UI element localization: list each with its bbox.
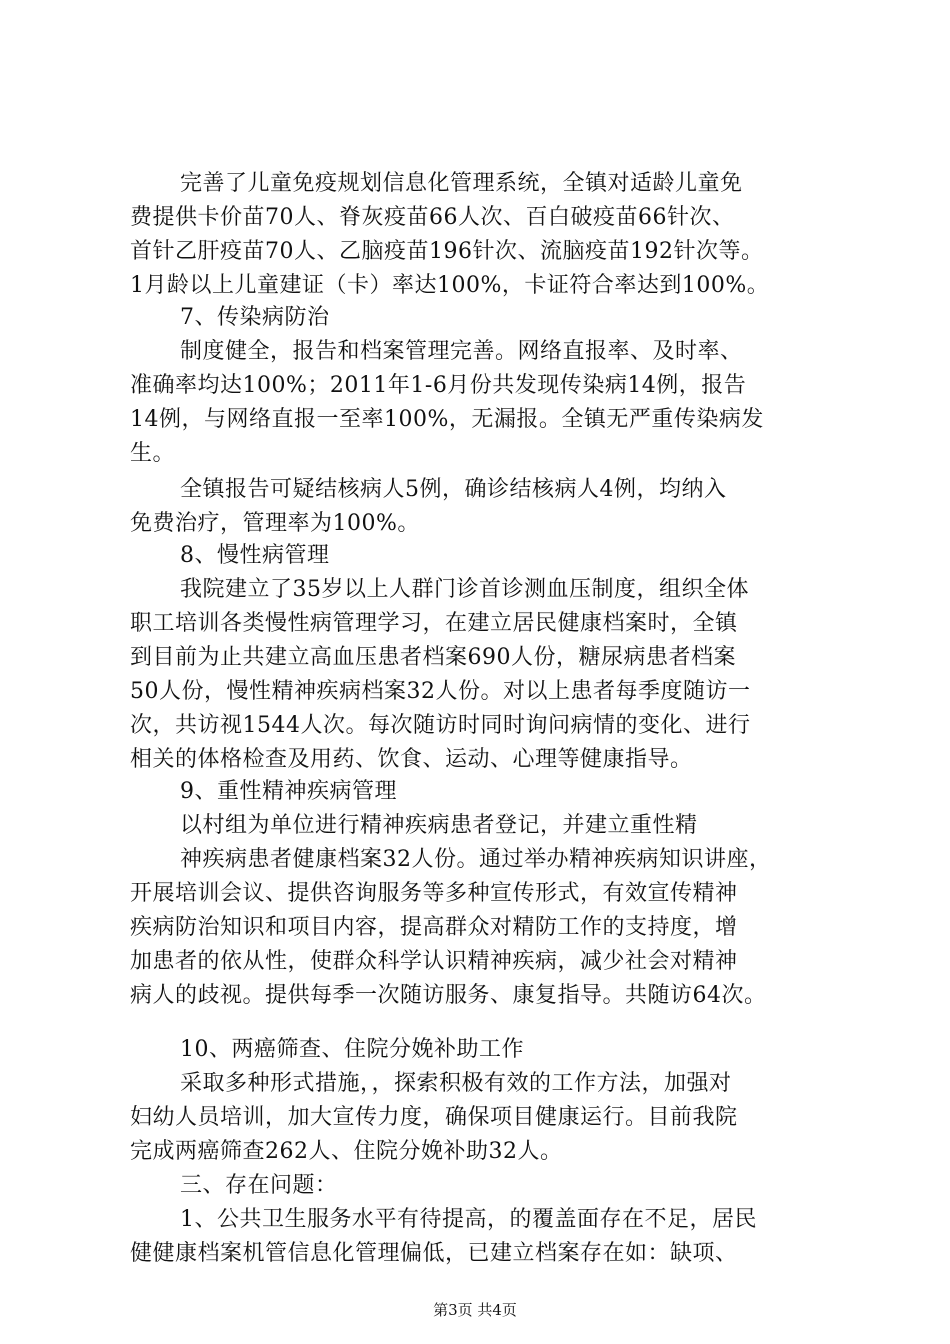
text-line: 到目前为止共建立高血压患者档案690人份，糖尿病患者档案 xyxy=(130,645,736,670)
text-line: 我院建立了35岁以上人群门诊首诊测血压制度，组织全体 xyxy=(180,577,749,602)
section-heading: 7、传染病防治 xyxy=(180,305,330,330)
text-line: 首针乙肝疫苗70人、乙脑疫苗196针次、流脑疫苗192针次等。 xyxy=(130,239,764,264)
text-line: 50人份，慢性精神疾病档案32人份。对以上患者每季度随访一 xyxy=(130,679,751,704)
text-line: 以村组为单位进行精神疾病患者登记，并建立重性精 xyxy=(180,813,698,838)
text-line: 神疾病患者健康档案32人份。通过举办精神疾病知识讲座， xyxy=(180,847,772,872)
text-line: 免费治疗，管理率为100%。 xyxy=(130,511,420,536)
text-line: 妇幼人员培训，加大宣传力度，确保项目健康运行。目前我院 xyxy=(130,1105,738,1130)
text-line: 开展培训会议、提供咨询服务等多种宣传形式，有效宣传精神 xyxy=(130,881,738,906)
text-line: 相关的体格检查及用药、饮食、运动、心理等健康指导。 xyxy=(130,747,693,772)
text-line: 生。 xyxy=(130,441,176,466)
text-line: 1、公共卫生服务水平有待提高，的覆盖面存在不足，居民 xyxy=(180,1207,757,1232)
text-line: 健健康档案机管信息化管理偏低，已建立档案存在如：缺项、 xyxy=(130,1241,738,1266)
text-line: 疾病防治知识和项目内容，提高群众对精防工作的支持度，增 xyxy=(130,915,738,940)
section-heading: 8、慢性病管理 xyxy=(180,543,330,568)
text-line: 次，共访视1544人次。每次随访时同时询问病情的变化、进行 xyxy=(130,713,751,738)
text-line: 制度健全，报告和档案管理完善。网络直报率、及时率、 xyxy=(180,339,743,364)
section-heading: 9、重性精神疾病管理 xyxy=(180,779,397,804)
text-line: 病人的歧视。提供每季一次随访服务、康复指导。共随访64次。 xyxy=(130,983,767,1008)
text-line: 1月龄以上儿童建证（卡）率达100%，卡证符合率达到100%。 xyxy=(130,273,770,298)
text-line: 费提供卡价苗70人、脊灰疫苗66人次、百白破疫苗66针次、 xyxy=(130,205,735,230)
section-heading: 三、存在问题： xyxy=(180,1173,338,1198)
section-heading: 10、两癌筛查、住院分娩补助工作 xyxy=(180,1037,524,1062)
text-line: 准确率均达100%；2011年1-6月份共发现传染病14例，报告 xyxy=(130,373,747,398)
text-line: 采取多种形式措施，，探索积极有效的工作方法，加强对 xyxy=(180,1071,732,1096)
text-line: 加患者的依从性，使群众科学认识精神疾病，减少社会对精神 xyxy=(130,949,738,974)
text-line: 完成两癌筛查262人、住院分娩补助32人。 xyxy=(130,1139,563,1164)
text-line: 职工培训各类慢性病管理学习，在建立居民健康档案时，全镇 xyxy=(130,611,738,636)
page-number: 第3页 共4页 xyxy=(433,1301,517,1319)
text-line: 完善了儿童免疫规划信息化管理系统，全镇对适龄儿童免 xyxy=(180,171,743,196)
text-line: 全镇报告可疑结核病人5例，确诊结核病人4例，均纳入 xyxy=(180,477,727,502)
text-line: 14例，与网络直报一至率100%，无漏报。全镇无严重传染病发 xyxy=(130,407,764,432)
